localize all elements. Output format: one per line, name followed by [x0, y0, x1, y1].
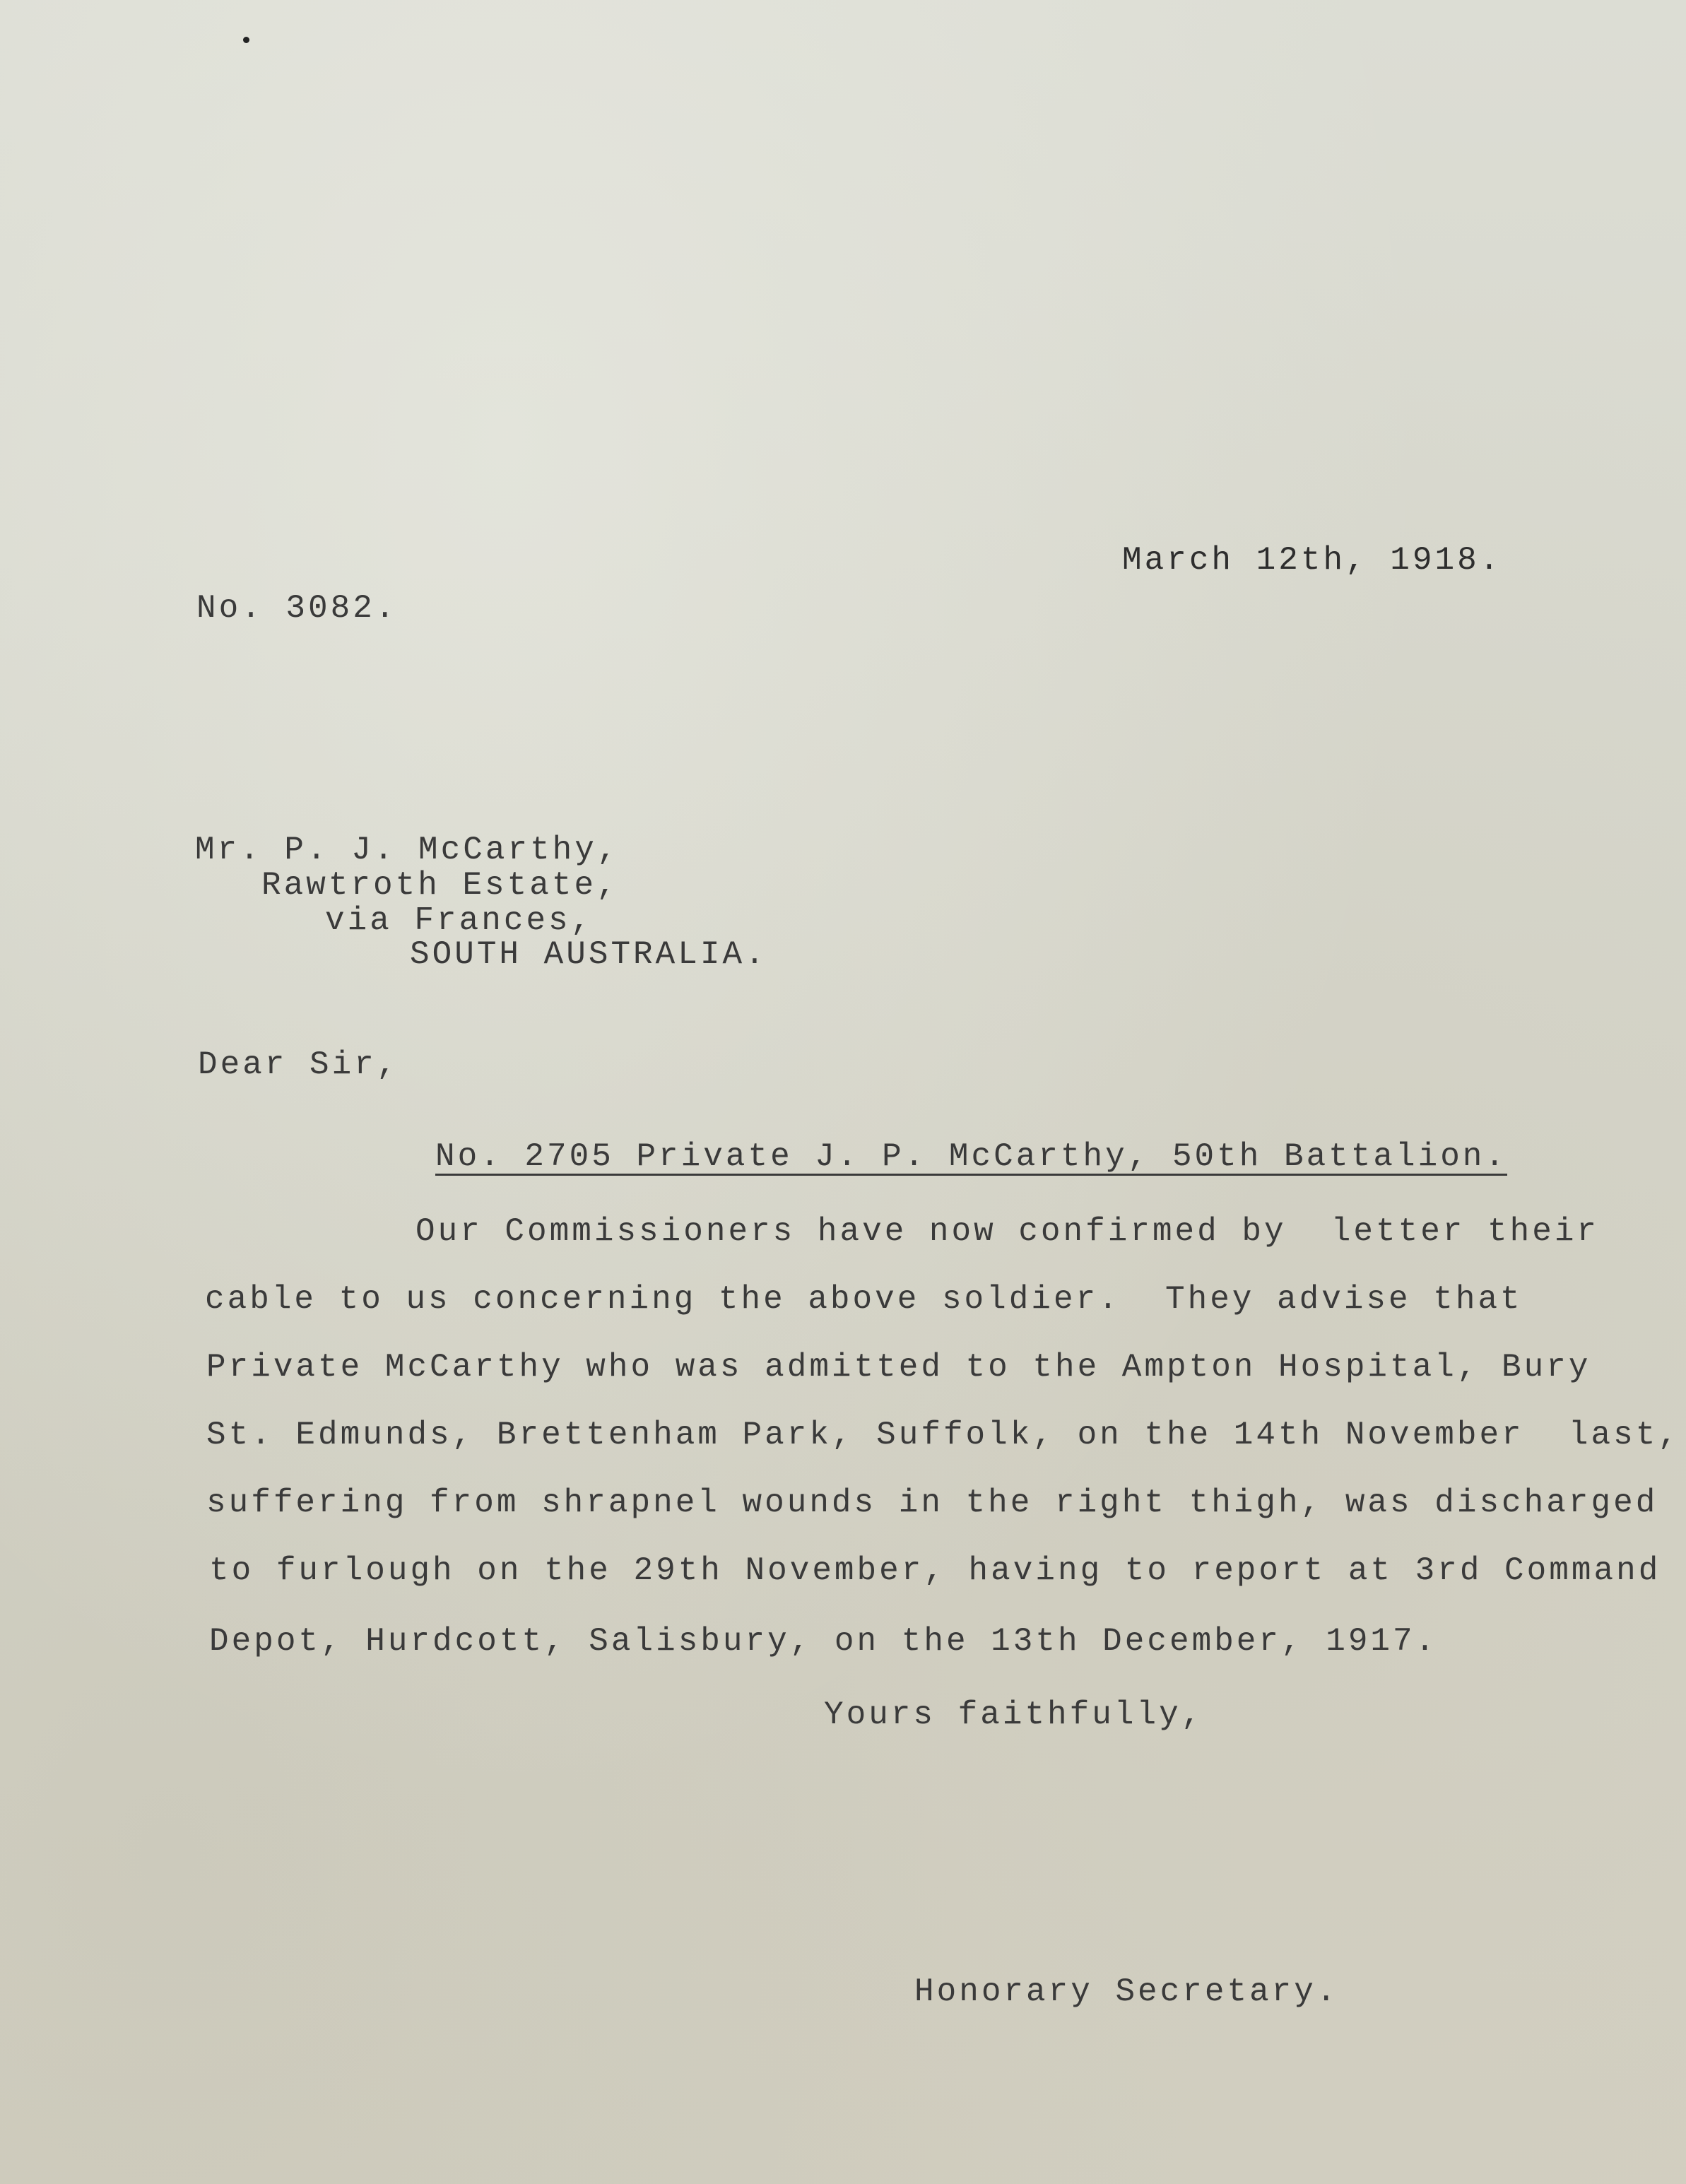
salutation: Dear Sir, [198, 1046, 399, 1083]
address-name: Mr. P. J. McCarthy, [195, 832, 620, 868]
closing: Yours faithfully, [824, 1696, 1204, 1733]
address-estate: Rawtroth Estate, [261, 867, 619, 904]
ink-speck [243, 37, 249, 43]
body-line: Our Commissioners have now confirmed by letter their [415, 1213, 1600, 1250]
signature-title: Honorary Secretary. [914, 1973, 1339, 2010]
reference-number: No. 3082. [196, 590, 398, 627]
body-line: cable to us concerning the above soldier. They advise that [205, 1281, 1523, 1318]
body-line: to furlough on the 29th November, having to report at 3rd Command [209, 1552, 1661, 1589]
subject-line: No. 2705 Private J. P. McCarthy, 50th Battalion. [435, 1138, 1508, 1175]
body-line: Depot, Hurdcott, Salisbury, on the 13th December, 1917. [209, 1623, 1438, 1660]
body-line: Private McCarthy who was admitted to the Ampton Hospital, Bury [206, 1349, 1591, 1386]
body-line: suffering from shrapnel wounds in the right thigh, was discharged [206, 1484, 1658, 1521]
body-line: St. Edmunds, Brettenham Park, Suffolk, on the 14th November last, [206, 1417, 1680, 1453]
letter-date: March 12th, 1918. [1122, 542, 1502, 579]
address-town: via Frances, [325, 902, 594, 939]
address-state: SOUTH AUSTRALIA. [410, 936, 767, 973]
